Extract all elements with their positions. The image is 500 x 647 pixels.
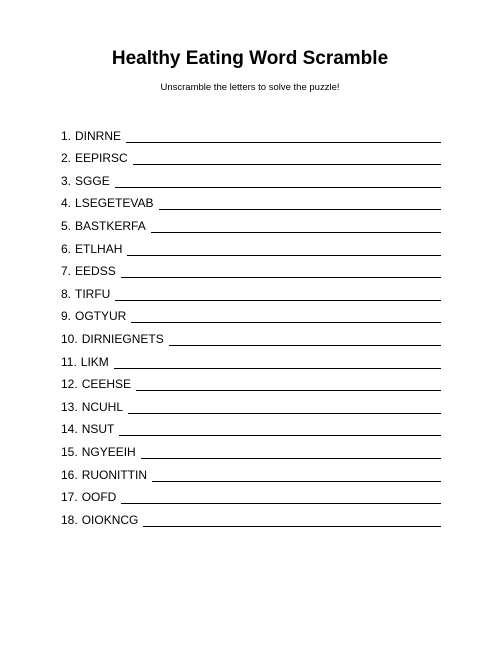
- scrambled-word: CEEHSE: [81, 377, 132, 392]
- puzzle-item: [61, 166, 441, 189]
- scramble-list: [61, 121, 441, 528]
- scrambled-word: DIRNIEGNETS: [81, 331, 164, 346]
- puzzle-item: [61, 234, 441, 257]
- scrambled-word: OIOKNCG: [81, 512, 139, 527]
- puzzle-item: [61, 370, 441, 393]
- puzzle-item: [61, 483, 441, 506]
- scrambled-word: LSEGETEVAB: [75, 196, 154, 211]
- scrambled-word: LIKM: [80, 354, 109, 369]
- puzzle-item: [61, 302, 441, 325]
- item-number: 5.: [61, 218, 72, 233]
- answer-line: [152, 481, 441, 482]
- item-number: 14.: [61, 422, 78, 437]
- scrambled-word: SGGE: [75, 173, 110, 188]
- item-number: 17.: [61, 490, 78, 505]
- answer-line: [119, 435, 441, 436]
- answer-line: [121, 277, 441, 278]
- scrambled-word: NCUHL: [81, 399, 124, 414]
- puzzle-item: [61, 211, 441, 234]
- scrambled-word: EEPIRSC: [75, 151, 128, 166]
- puzzle-item: [61, 121, 441, 144]
- answer-line: [133, 164, 441, 165]
- item-number: 13.: [61, 399, 78, 414]
- scrambled-word: EEDSS: [75, 264, 116, 279]
- page-title: Healthy Eating Word Scramble: [111, 48, 389, 69]
- answer-line: [151, 232, 441, 233]
- item-number: 16.: [61, 467, 78, 482]
- answer-line: [169, 345, 441, 346]
- answer-line: [126, 142, 441, 143]
- puzzle-item: [61, 189, 441, 212]
- answer-line: [128, 413, 441, 414]
- item-number: 18.: [61, 512, 78, 527]
- item-number: 1.: [61, 128, 72, 143]
- answer-line: [143, 526, 441, 527]
- answer-line: [159, 209, 442, 210]
- puzzle-item: [61, 279, 441, 302]
- item-number: 2.: [61, 151, 72, 166]
- answer-line: [115, 187, 441, 188]
- scrambled-word: OOFD: [81, 490, 117, 505]
- answer-line: [114, 368, 441, 369]
- puzzle-item: [61, 505, 441, 528]
- answer-line: [141, 458, 441, 459]
- scrambled-word: OGTYUR: [75, 309, 127, 324]
- scrambled-word: ETLHAH: [75, 241, 123, 256]
- scrambled-word: NGYEEIH: [81, 444, 136, 459]
- answer-line: [136, 390, 441, 391]
- puzzle-item: [61, 437, 441, 460]
- item-number: 15.: [61, 444, 78, 459]
- scrambled-word: RUONITTIN: [81, 467, 148, 482]
- scrambled-word: DINRNE: [75, 128, 122, 143]
- puzzle-item: [61, 257, 441, 280]
- puzzle-item: [61, 415, 441, 438]
- item-number: 9.: [61, 309, 72, 324]
- answer-line: [131, 322, 441, 323]
- item-number: 7.: [61, 264, 72, 279]
- item-number: 4.: [61, 196, 72, 211]
- item-number: 11.: [61, 354, 77, 369]
- answer-line: [121, 503, 441, 504]
- instructions: Unscramble the letters to solve the puzzle!: [160, 82, 340, 93]
- item-number: 6.: [61, 241, 72, 256]
- answer-line: [115, 300, 441, 301]
- puzzle-item: [61, 392, 441, 415]
- item-number: 10.: [61, 331, 78, 346]
- puzzle-item: [61, 324, 441, 347]
- item-number: 12.: [61, 377, 78, 392]
- puzzle-item: [61, 347, 441, 370]
- puzzle-item: [61, 460, 441, 483]
- item-number: 3.: [61, 173, 72, 188]
- scrambled-word: BASTKERFA: [75, 218, 146, 233]
- scrambled-word: NSUT: [81, 422, 115, 437]
- answer-line: [127, 255, 441, 256]
- item-number: 8.: [61, 286, 72, 301]
- puzzle-item: [61, 144, 441, 167]
- scrambled-word: TIRFU: [75, 286, 111, 301]
